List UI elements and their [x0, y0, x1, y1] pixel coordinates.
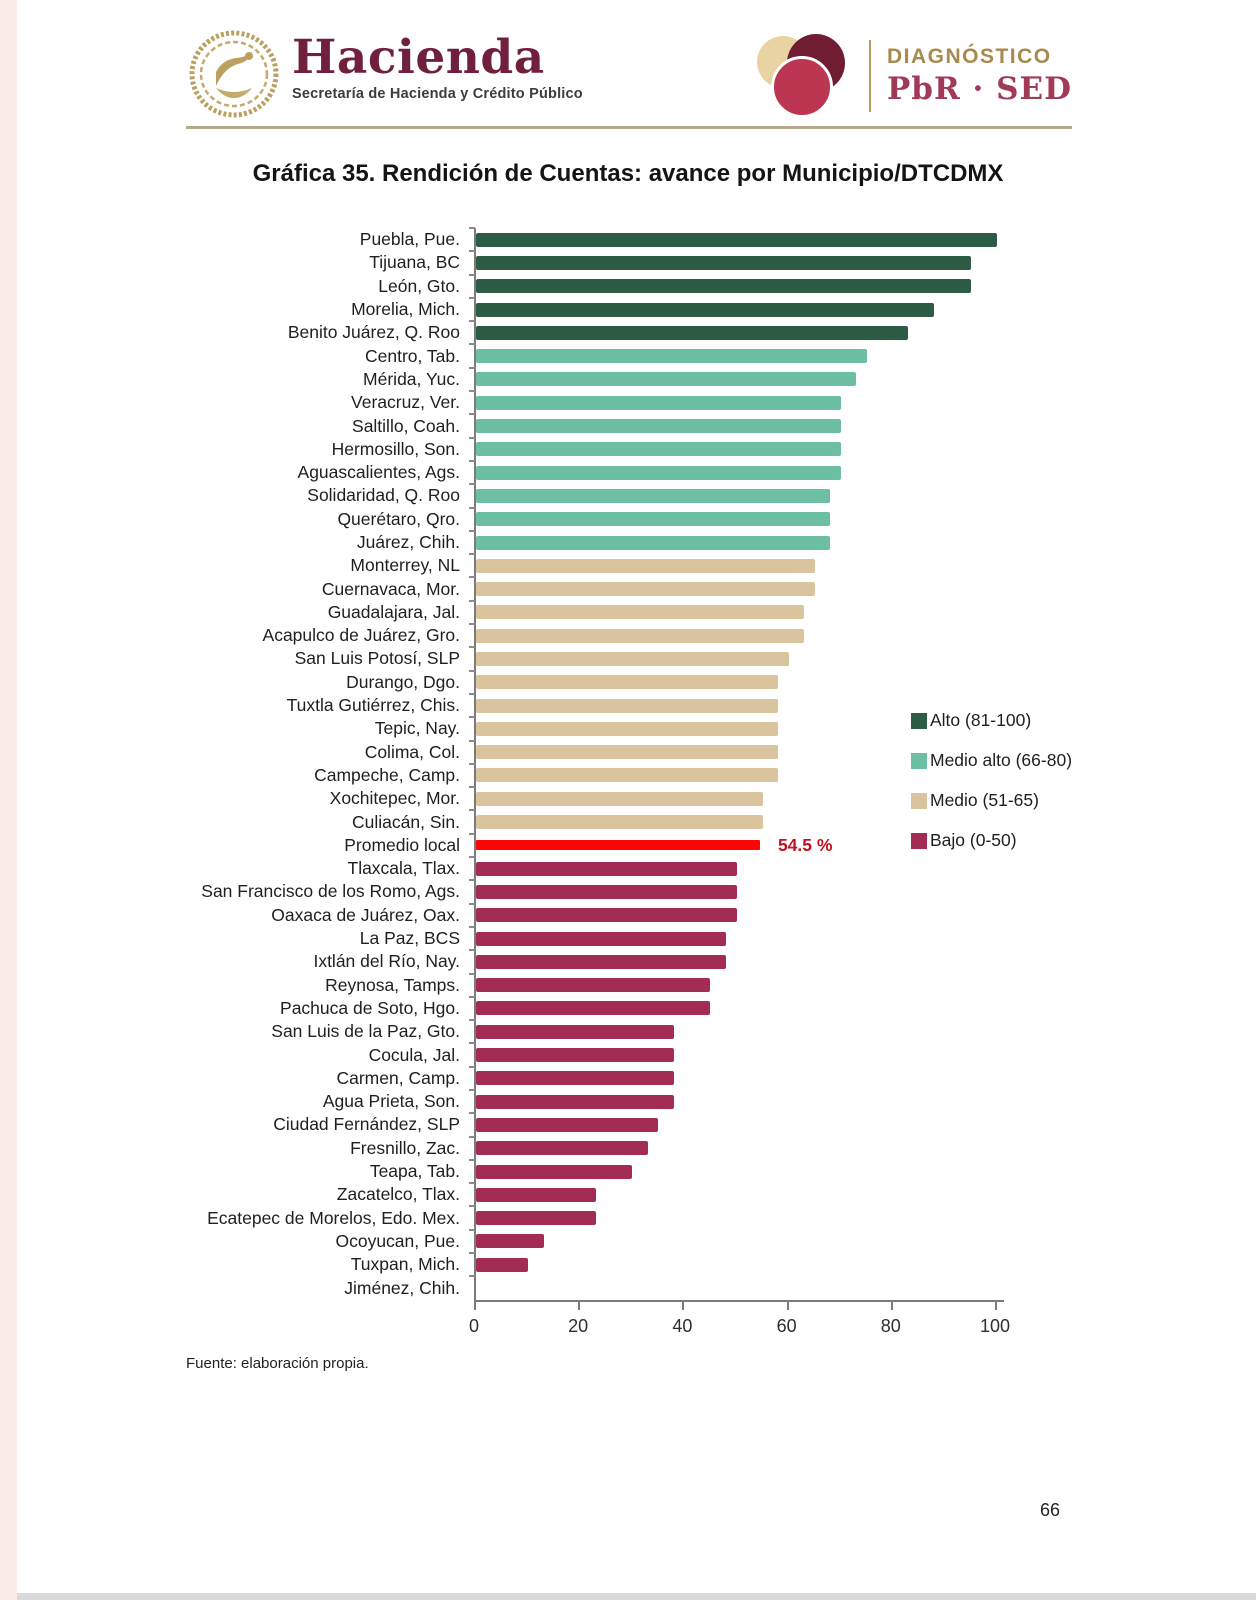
value-bar [476, 1165, 632, 1179]
bar-track [474, 1160, 1046, 1183]
bar-row [186, 997, 1046, 1020]
bar-label: Aguascalientes, Ags. [297, 462, 460, 483]
bar-label: Querétaro, Qro. [337, 508, 460, 529]
value-bar [476, 326, 908, 340]
bar-track [474, 904, 1046, 927]
bar-label: Promedio local [344, 834, 460, 855]
bar-row [186, 275, 1046, 298]
bar-track [474, 1206, 1046, 1229]
x-axis-tick [682, 1302, 684, 1310]
bar-label: Ecatepec de Morelos, Edo. Mex. [207, 1207, 460, 1228]
bar-label: Teapa, Tab. [369, 1161, 460, 1182]
bar-row [186, 1067, 1046, 1090]
bar-row [186, 880, 1046, 903]
value-bar [476, 955, 726, 969]
bar-label: Veracruz, Ver. [351, 392, 460, 413]
x-axis-tick [891, 1302, 893, 1310]
bar-label: San Luis de la Paz, Gto. [271, 1021, 460, 1042]
bar-track [474, 1183, 1046, 1206]
bar-row [186, 1160, 1046, 1183]
value-bar [476, 815, 763, 829]
value-bar [476, 349, 867, 363]
value-bar [476, 862, 737, 876]
bar-row [186, 857, 1046, 880]
bar-label: Juárez, Chih. [356, 532, 460, 552]
diagnostico-pbr-sed-logo [757, 34, 1072, 118]
bar-label: Durango, Dgo. [346, 671, 460, 692]
value-bar [476, 978, 710, 992]
bar-row [186, 1137, 1046, 1160]
value-bar [476, 1118, 658, 1132]
bar-row [186, 321, 1046, 344]
value-bar [476, 559, 815, 573]
bar-label: Tijuana, BC [369, 252, 460, 273]
bar-label: Puebla, Pue. [359, 229, 460, 250]
bar-row [186, 1043, 1046, 1066]
legend-label: Alto (81-100) [930, 710, 1032, 730]
value-bar [476, 745, 778, 759]
bar-row [186, 1253, 1046, 1276]
bar-track [474, 880, 1046, 903]
bar-row [186, 647, 1046, 670]
circle-crimson [771, 56, 833, 118]
value-bar [476, 233, 997, 247]
bar-row [186, 904, 1046, 927]
bar-label: Zacatelco, Tlax. [336, 1184, 460, 1205]
hacienda-wordmark: Hacienda [292, 30, 545, 85]
bar-label: Campeche, Camp. [314, 764, 460, 785]
bar-track [474, 1043, 1046, 1066]
bar-label: La Paz, BCS [359, 928, 460, 949]
bar-row [186, 1020, 1046, 1043]
diagnostico-label: DIAGNÓSTICO [886, 45, 1052, 68]
bar-label: Guadalajara, Jal. [327, 601, 460, 622]
bar-row [186, 1276, 1046, 1299]
bar-track [474, 368, 1046, 391]
value-bar [476, 489, 830, 503]
bar-row [186, 671, 1046, 694]
bar-label: Oaxaca de Juárez, Oax. [271, 904, 460, 925]
bar-label: Mérida, Yuc. [363, 368, 460, 389]
bar-row [186, 1206, 1046, 1229]
x-axis [468, 1300, 1011, 1340]
bar-track [474, 251, 1046, 274]
value-bar [476, 303, 934, 317]
source-note: Fuente: elaboración propia. [186, 1355, 369, 1372]
value-bar [476, 1001, 710, 1015]
bar-track [474, 438, 1046, 461]
bar-track [474, 997, 1046, 1020]
bar-label: Saltillo, Coah. [352, 415, 460, 436]
bar-track [474, 1137, 1046, 1160]
bar-row [186, 461, 1046, 484]
bar-track [474, 275, 1046, 298]
value-bar [476, 1025, 674, 1039]
hacienda-logo [186, 28, 583, 120]
x-axis-tick-label: 60 [776, 1315, 797, 1336]
legend-item [911, 750, 1072, 771]
pbr-sed-circles-icon [757, 34, 849, 118]
average-bar [476, 840, 760, 850]
bar-track [474, 624, 1046, 647]
value-bar [476, 629, 804, 643]
legend-label: Bajo (0-50) [930, 830, 1017, 850]
value-bar [476, 768, 778, 782]
bar-track [474, 484, 1046, 507]
value-bar [476, 908, 737, 922]
bar-label: Cocula, Jal. [368, 1044, 460, 1065]
value-bar [476, 1141, 648, 1155]
value-bar [476, 536, 830, 550]
pbr-sed-label: PbR · SED [886, 71, 1072, 107]
value-bar [476, 279, 971, 293]
value-bar [476, 1095, 674, 1109]
bar-label: Xochitepec, Mor. [329, 788, 460, 809]
bar-row [186, 368, 1046, 391]
average-value-label: 54.5 % [777, 834, 833, 855]
bar-track [474, 461, 1046, 484]
bar-label: Solidaridad, Q. Roo [307, 485, 460, 506]
x-axis-tick [995, 1302, 997, 1310]
bar-track [474, 298, 1046, 321]
bar-row [186, 344, 1046, 367]
bar-track [474, 1253, 1046, 1276]
value-bar [476, 885, 737, 899]
bar-label: Morelia, Mich. [351, 299, 460, 320]
value-bar [476, 932, 726, 946]
value-bar [476, 605, 804, 619]
bar-label: Colima, Col. [364, 741, 460, 762]
bar-track [474, 414, 1046, 437]
bar-row [186, 624, 1046, 647]
value-bar [476, 722, 778, 736]
page-number: 66 [1040, 1500, 1061, 1520]
bar-track [474, 321, 1046, 344]
bar-label: León, Gto. [378, 275, 460, 296]
bar-row [186, 1183, 1046, 1206]
value-bar [476, 396, 841, 410]
value-bar [476, 652, 789, 666]
bar-track [474, 857, 1046, 880]
value-bar [476, 1211, 596, 1225]
bar-row [186, 298, 1046, 321]
bar-label: Monterrey, NL [350, 555, 460, 576]
bar-row [186, 577, 1046, 600]
value-bar [476, 675, 778, 689]
bar-row [186, 974, 1046, 997]
x-axis-tick-label: 80 [880, 1315, 901, 1336]
bar-row [186, 1230, 1046, 1253]
bar-label: Benito Juárez, Q. Roo [287, 322, 460, 343]
bar-label: Tepic, Nay. [374, 718, 460, 739]
legend-item [911, 710, 1072, 731]
bar-label: Fresnillo, Zac. [350, 1137, 460, 1158]
x-axis-tick-label: 40 [672, 1315, 693, 1336]
value-bar [476, 256, 971, 270]
bar-track [474, 554, 1046, 577]
value-bar [476, 1258, 528, 1272]
value-bar [476, 699, 778, 713]
hacienda-subtitle: Secretaría de Hacienda y Crédito Público [292, 86, 583, 102]
bar-track [474, 1090, 1046, 1113]
bar-row [186, 601, 1046, 624]
value-bar [476, 512, 830, 526]
bar-track [474, 950, 1046, 973]
value-bar [476, 419, 841, 433]
x-axis-tick-label: 0 [468, 1315, 480, 1336]
bar-row [186, 927, 1046, 950]
bar-track [474, 391, 1046, 414]
bar-row [186, 438, 1046, 461]
bar-track [474, 508, 1046, 531]
bar-label: Agua Prieta, Son. [322, 1091, 460, 1112]
legend-item [911, 830, 1072, 851]
bar-track [474, 1020, 1046, 1043]
bar-track [474, 601, 1046, 624]
chart-title: Gráfica 35. Rendición de Cuentas: avance por Municipio/DTCDMX [252, 160, 1004, 187]
bar-label: Cuernavaca, Mor. [321, 578, 460, 599]
value-bar [476, 1188, 596, 1202]
page-header [186, 28, 1072, 120]
x-axis-tick [578, 1302, 580, 1310]
bar-row [186, 554, 1046, 577]
bar-label: Carmen, Camp. [336, 1067, 460, 1088]
mexico-coat-of-arms-icon [186, 28, 282, 120]
chart-legend [911, 710, 1072, 851]
bar-label: Hermosillo, Son. [331, 438, 460, 459]
value-bar [476, 372, 856, 386]
bar-track [474, 974, 1046, 997]
bar-label: Culiacán, Sin. [352, 811, 460, 832]
legend-swatch [911, 793, 927, 809]
bar-track [474, 531, 1046, 554]
legend-label: Medio alto (66-80) [930, 750, 1073, 770]
bar-track [474, 671, 1046, 694]
bar-row [186, 228, 1046, 251]
bar-label: Reynosa, Tamps. [325, 974, 460, 995]
value-bar [476, 1234, 544, 1248]
bar-label: San Francisco de los Romo, Ags. [201, 881, 460, 902]
bar-row [186, 391, 1046, 414]
x-axis-tick [474, 1302, 476, 1310]
bar-label: Jiménez, Chih. [344, 1277, 460, 1298]
bar-track [474, 1113, 1046, 1136]
bar-label: Tlaxcala, Tlax. [347, 858, 460, 879]
bar-track [474, 927, 1046, 950]
logo-divider [869, 40, 871, 112]
bar-chart [186, 228, 1073, 1340]
value-bar [476, 1048, 674, 1062]
bar-label: Ixtlán del Río, Nay. [313, 951, 460, 972]
page-left-margin-strip [0, 0, 17, 1600]
legend-swatch [911, 833, 927, 849]
bar-row [186, 251, 1046, 274]
legend-item [911, 790, 1072, 811]
bar-track [474, 344, 1046, 367]
bar-track [474, 577, 1046, 600]
bar-track [474, 647, 1046, 670]
bar-row [186, 531, 1046, 554]
value-bar [476, 792, 763, 806]
bar-label: San Luis Potosí, SLP [294, 648, 460, 669]
legend-swatch [911, 753, 927, 769]
value-bar [476, 582, 815, 596]
legend-swatch [911, 713, 927, 729]
bar-row [186, 414, 1046, 437]
value-bar [476, 1071, 674, 1085]
bar-label: Ciudad Fernández, SLP [273, 1114, 460, 1135]
header-separator-line [186, 126, 1072, 129]
x-axis-tick-label: 100 [979, 1315, 1011, 1336]
legend-label: Medio (51-65) [930, 790, 1039, 810]
bar-label: Tuxpan, Mich. [350, 1254, 460, 1275]
bar-label: Acapulco de Juárez, Gro. [262, 625, 460, 646]
bar-label: Ocoyucan, Pue. [335, 1230, 460, 1251]
x-axis-tick [787, 1302, 789, 1310]
page-bottom-edge [0, 1593, 1256, 1600]
bar-row [186, 1090, 1046, 1113]
bar-track [474, 1067, 1046, 1090]
bar-track [474, 1230, 1046, 1253]
bar-track [474, 1276, 1046, 1299]
bar-row [186, 1113, 1046, 1136]
x-axis-tick-label: 20 [568, 1315, 589, 1336]
value-bar [476, 466, 841, 480]
bar-track [474, 228, 1046, 251]
bar-label: Pachuca de Soto, Hgo. [280, 997, 460, 1018]
bar-row [186, 508, 1046, 531]
bar-row [186, 950, 1046, 973]
bar-label: Centro, Tab. [364, 345, 460, 366]
bar-row [186, 484, 1046, 507]
bar-label: Tuxtla Gutiérrez, Chis. [286, 695, 460, 716]
value-bar [476, 442, 841, 456]
